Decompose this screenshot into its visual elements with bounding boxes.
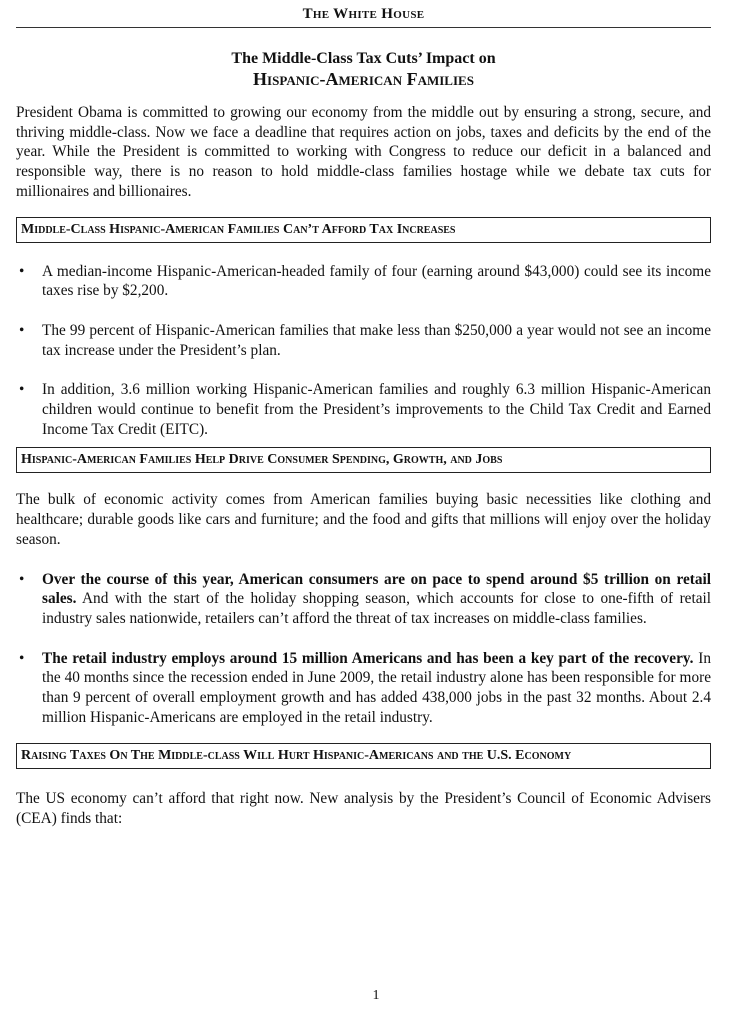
bullet-icon: • bbox=[19, 381, 25, 399]
section2-bullet-list bbox=[16, 570, 711, 728]
masthead: The White House bbox=[16, 6, 711, 28]
section1-bullet-list bbox=[16, 262, 711, 440]
bullet-bold-lead: Over the course of this year, American consumers are on pace to spend around $5 trillion on retail sales. bbox=[42, 570, 711, 608]
bullet-text: The 99 percent of Hispanic-American families that make less than $250,000 a year would not see an income tax increase under the President’s plan. bbox=[42, 321, 711, 359]
bullet-icon: • bbox=[19, 321, 25, 339]
bullet-icon: • bbox=[19, 262, 25, 280]
document-title-line1: The Middle-Class Tax Cuts’ Impact on bbox=[231, 50, 496, 67]
bullet-icon: • bbox=[19, 649, 25, 667]
bullet-text: And with the start of the holiday shopping season, which accounts for close to one-fifth of retail industry sales nationwide, retailers can’t afford the threat of tax increases on middle-class families. bbox=[42, 590, 711, 627]
section2-paragraph: The bulk of economic activity comes from American families buying basic necessities like clothing and healthcare; durable goods like cars and furniture; and the food and gifts that millions will enjoy over the holiday season. bbox=[16, 491, 711, 548]
bullet-bold-lead: The retail industry employs around 15 million Americans and has been a key part of the recovery. bbox=[42, 649, 694, 667]
list-item bbox=[16, 570, 711, 629]
bullet-text: In addition, 3.6 million working Hispanic-American families and roughly 6.3 million Hispanic-American children would continue to benefit from the President’s improvements to the Child Tax Credit and Earned Income Tax Credit (EITC). bbox=[42, 381, 711, 438]
document-page bbox=[16, 6, 711, 829]
page-number: 1 bbox=[372, 988, 380, 1003]
section-heading-1: Middle-Class Hispanic-American Families Can’t Afford Tax Increases bbox=[16, 217, 711, 243]
list-item bbox=[16, 321, 711, 360]
list-item bbox=[16, 262, 711, 301]
list-item bbox=[16, 649, 711, 728]
list-item bbox=[16, 380, 711, 439]
bullet-icon: • bbox=[19, 570, 25, 588]
section-heading-3: Raising Taxes On The Middle-class Will Hurt Hispanic-Americans and the U.S. Economy bbox=[16, 743, 711, 769]
section-heading-2: Hispanic-American Families Help Drive Consumer Spending, Growth, and Jobs bbox=[16, 447, 711, 473]
document-title-line2: Hispanic-American Families bbox=[253, 69, 474, 89]
bullet-text: In the 40 months since the recession ended in June 2009, the retail industry alone has been responsible for more than 9 percent of overall employment growth and has added 438,000 jobs in the past 32 months. About 2.4 million Hispanic-Americans are employed in the retail industry. bbox=[42, 649, 711, 726]
section3-paragraph: The US economy can’t afford that right now. New analysis by the President’s Council of Economic Advisers (CEA) finds that: bbox=[16, 790, 711, 828]
bullet-text: A median-income Hispanic-American-headed family of four (earning around $43,000) could see its income taxes rise by $2,200. bbox=[42, 262, 711, 300]
intro-paragraph: President Obama is committed to growing our economy from the middle out by ensuring a strong, secure, and thriving middle-class. Now we face a deadline that requires action on jobs, taxes and deficits by the end of the year. While the President is committed to working with Congress to reduce our deficit in a balanced and responsible way, there is no reason to hold middle-class families hostage while we debate tax cuts for millionaires and billionaires. bbox=[16, 104, 711, 200]
